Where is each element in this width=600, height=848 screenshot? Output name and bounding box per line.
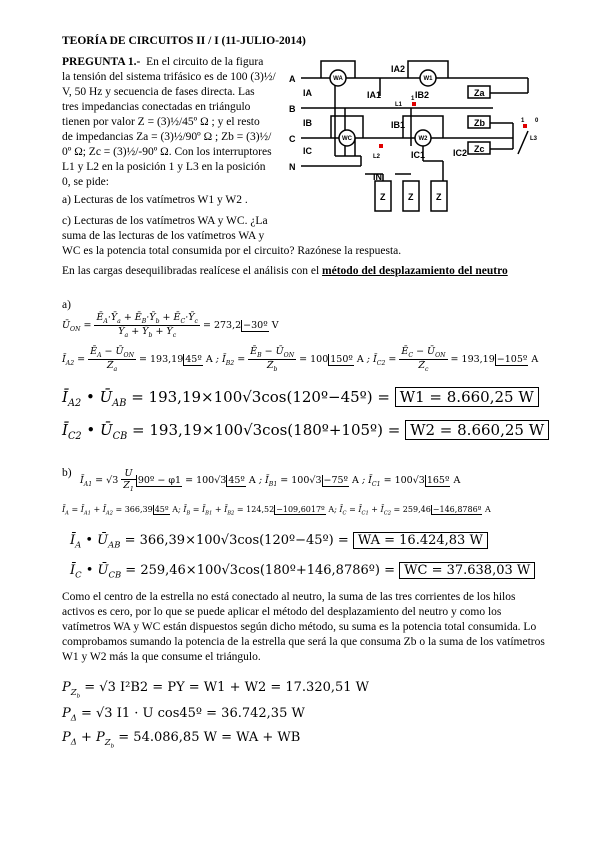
w2-expression: = 193,19×100√3cos(180º+105º) = (132, 421, 401, 439)
wattmeter-wc-label: WC (342, 136, 352, 142)
unit: A (172, 505, 178, 514)
problem-line: de impedancias Za = (3)½/90º Ω ; Zb = (3)½/ (62, 131, 272, 143)
problem-line: V, 50 Hz y secuencia de fases directa. Las (62, 86, 255, 98)
current-ic1-label: IC1 (411, 150, 426, 160)
uon-unit: V (271, 319, 279, 331)
problem-statement (62, 55, 312, 190)
problem-line: En el circuito de la figura (146, 56, 264, 68)
w1-result: W1 = 8.660,25 W (395, 387, 539, 407)
method-name: método del desplazamiento del neutro (322, 265, 508, 277)
switch-position-1: 1 (411, 96, 415, 102)
ic-total: = 259,46 (393, 505, 431, 514)
final-line-1: $P_{Z_b} = √3$ I²B2 = PY = W1 + W2 = 17.320,51 W (62, 680, 370, 700)
ia1-angle: 90º − φ1 (137, 474, 182, 486)
method-note (62, 264, 508, 279)
equation-currents-1: $Ī_{A1} = √3$ $\frac{U}{Z_1}$ 90º − φ1 = 100√3 45º A ; $Ī_{B1} = 100√3$ −75º A ; $Ī_{C1} = 100√3$ 165º A (80, 468, 461, 493)
section-a-label: a) (62, 299, 71, 311)
current-ia2-label: IA2 (391, 64, 406, 74)
wattmeter-wa-label: WA (333, 76, 343, 82)
ia2-angle: 45º (185, 353, 202, 365)
impedance-zb-label: Zb (474, 118, 485, 128)
current-ib1-label: IB1 (391, 120, 406, 130)
uon-value: = 273,2 (202, 319, 242, 331)
final-p1: = √3 I²B2 = PY = W1 + W2 = 17.320,51 W (84, 680, 370, 695)
explanation-line: vatímetros WA y WC están dispuestos según dicho método, su suma es la potencia total consumida. Lo (62, 621, 537, 633)
current-ic-label: IC (303, 146, 312, 156)
wattmeter-w2-label: W2 (418, 136, 428, 142)
unit: A (356, 353, 364, 365)
current-ic2-label: IC2 (453, 148, 468, 158)
wa-expression: = 366,39×100√3cos(120º−45º) = (124, 533, 349, 548)
ia2-value: = 193,19 (139, 353, 184, 365)
ia1-prefix: = √3 (95, 474, 119, 486)
ib1-angle: −75º (323, 474, 349, 486)
unit: A (484, 505, 491, 514)
item-c (62, 214, 532, 259)
ic2-value: = 193,19 (450, 353, 495, 365)
impedance-z-label: Z (380, 192, 386, 202)
unit: A (248, 474, 256, 486)
final-line-3: $P_\Delta + P_{Z_b} = 54.086,85$ W = WA + WB (62, 730, 301, 750)
final-line-2: $P_\Delta = √3$ I1 · U cos45º = 36.742,35 W (62, 706, 305, 723)
explanation-line: Como el centro de la estrella no está conectado al neutro, la suma de las tres corrientes de los hilos (62, 591, 516, 603)
equation-total-currents: $Ī_A$ = $Ī_{A1}$ + $Ī_{A2} = 366,39$ 45º A; $Ī_B$ = $Ī_{B1}$ + $Ī_{B2} = 124,52$ −109,6017º A; $Ī_C$ = $Ī_{C1}$ + $Ī_{C2} = 259,46$ −146,8786º A (62, 505, 491, 517)
problem-line: L1 y L2 en la posición 1 y L3 en la posición (62, 161, 266, 173)
ic2-angle: −105º (496, 353, 528, 365)
equation-w2: $Ī_{C2}$ • $Ū_{CB}$ = 193,19×100√3cos(180º+105º) = W2 = 8.660,25 W (62, 420, 549, 442)
problem-line: la tensión del sistema trifásico es de 100 (3)½/ (62, 71, 276, 83)
unit: A (328, 505, 335, 514)
phase-c-label: C (289, 134, 296, 144)
equation-wc: $Ī_C$ • $Ū_{CB}$ = 259,46×100√3cos(180º+146,8786º) = WC = 37.638,03 W (70, 562, 535, 580)
impedance-za-label: Za (474, 88, 485, 98)
ib2-angle: 150º (330, 353, 353, 365)
item-c-line: WC es la potencia total consumida por el circuito? Razónese la respuesta. (62, 245, 402, 257)
problem-line: 0, se pide: (62, 176, 109, 188)
ic-total-angle: −146,8786º (432, 505, 482, 514)
section-b-label: b) (62, 467, 72, 479)
final-p3: = 54.086,85 W = WA + WB (118, 730, 301, 745)
equation-uon: $Ū_{ON}$ = $\frac{Ē_A\cdot Ȳ_a + Ē_B\cdot Ȳ_b + Ē_C\cdot Ȳ_c}{Ȳ_a + Ȳ_b + Ȳ_c}$ = 273,2 −30º V (62, 312, 279, 339)
switch-l2-label: L2 (373, 154, 381, 160)
ib-total: = 124,52 (236, 505, 275, 514)
ic1-value: = 100√3 (383, 474, 425, 486)
explanation (62, 590, 552, 665)
ib1-value: = 100√3 (280, 474, 322, 486)
current-ia1-label: IA1 (367, 90, 382, 100)
item-c-line: suma de las lecturas de los vatímetros WA y (62, 230, 265, 242)
ic1-angle: 165º (426, 474, 450, 486)
wa-result: WA = 16.424,83 W (353, 532, 488, 549)
unit: A (352, 474, 359, 486)
current-ia-label: IA (303, 88, 312, 98)
w2-result: W2 = 8.660,25 W (405, 420, 549, 440)
current-ib-label: IB (303, 118, 312, 128)
ib2-value: = 100 (299, 353, 329, 365)
problem-line: tres impedancias conectadas en triángulo (62, 101, 251, 113)
switch-position-1: 1 (521, 118, 525, 124)
problem-line: 0º Ω; Zc = (3)½/-90º Ω. Con los interruptores (62, 146, 272, 158)
equation-wa: $Ī_A$ • $Ū_{AB}$ = 366,39×100√3cos(120º−45º) = WA = 16.424,83 W (70, 532, 488, 550)
explanation-line: W1 y W2 más la que consume el triángulo. (62, 651, 261, 663)
item-c-line: c) Lecturas de los vatímetros WA y WC. ¿La (62, 215, 268, 227)
ia1-value-angle: 45º (228, 474, 245, 486)
problem-heading: PREGUNTA 1.- (62, 56, 141, 68)
w1-expression: = 193,19×100√3cos(120º−45º) = (131, 388, 390, 406)
impedance-zc-label: Zc (474, 144, 485, 154)
impedance-z-label: Z (408, 192, 414, 202)
switch-position-0: 0 (535, 118, 539, 124)
wc-result: WC = 37.638,03 W (399, 562, 535, 579)
ib-total-angle: −109,6017º (276, 505, 325, 514)
explanation-line: comprobamos sumando la potencia de la estrella que será la que consuma Zb o la suma de los vatímetros (62, 636, 545, 648)
impedance-z-label: Z (436, 192, 442, 202)
final-p2: = √3 I1 · U cos45º = 36.742,35 W (80, 706, 305, 721)
method-note-prefix: En las cargas desequilibradas realícese el análisis con el (62, 265, 320, 277)
ia1-value: = 100√3 (185, 474, 227, 486)
phase-a-label: A (289, 74, 296, 84)
ia-total: = 366,39 (115, 505, 153, 514)
switch-l1-label: L1 (395, 102, 403, 108)
explanation-line: activos es cero, por lo que se puede aplicar el método del desplazamiento del neutro y como los (62, 606, 502, 618)
phase-n-label: N (289, 162, 296, 172)
uon-angle: −30º (243, 319, 268, 331)
ia-total-angle: 45º (154, 505, 169, 514)
item-a: a) Lecturas de los vatímetros W1 y W2 . (62, 194, 248, 206)
page-title: TEORÍA DE CIRCUITOS II / I (11-JULIO-2014) (62, 35, 306, 47)
problem-line: tienen por valor Z = (3)½/45º Ω ; y el resto (62, 116, 260, 128)
current-in-label: IN (373, 172, 382, 182)
unit: A (453, 474, 461, 486)
equation-currents-2: $Ī_{A2}$ = $\frac{Ē_A - Ū_{ON}}{Z̄_a}$ = 193,19 45º A ; $Ī_{B2}$ = $\frac{Ē_B - Ū_{ON}}{Z̄_b}$ = 100 150º A ; $Ī_{C2}$ = $\frac{Ē_C - Ū_{ON}}{Z̄_c}$ = 193,19 −105º A (62, 346, 539, 373)
unit: A (531, 353, 539, 365)
unit: A (205, 353, 213, 365)
wattmeter-w1-label: W1 (423, 76, 433, 82)
circuit-diagram (283, 56, 545, 216)
current-ib2-label: IB2 (415, 90, 430, 100)
wc-expression: = 259,46×100√3cos(180º+146,8786º) = (125, 563, 395, 578)
phase-b-label: B (289, 104, 296, 114)
switch-l3-label: L3 (530, 136, 538, 142)
equation-w1: $Ī_{A2}$ • $Ū_{AB}$ = 193,19×100√3cos(120º−45º) = W1 = 8.660,25 W (62, 387, 539, 409)
